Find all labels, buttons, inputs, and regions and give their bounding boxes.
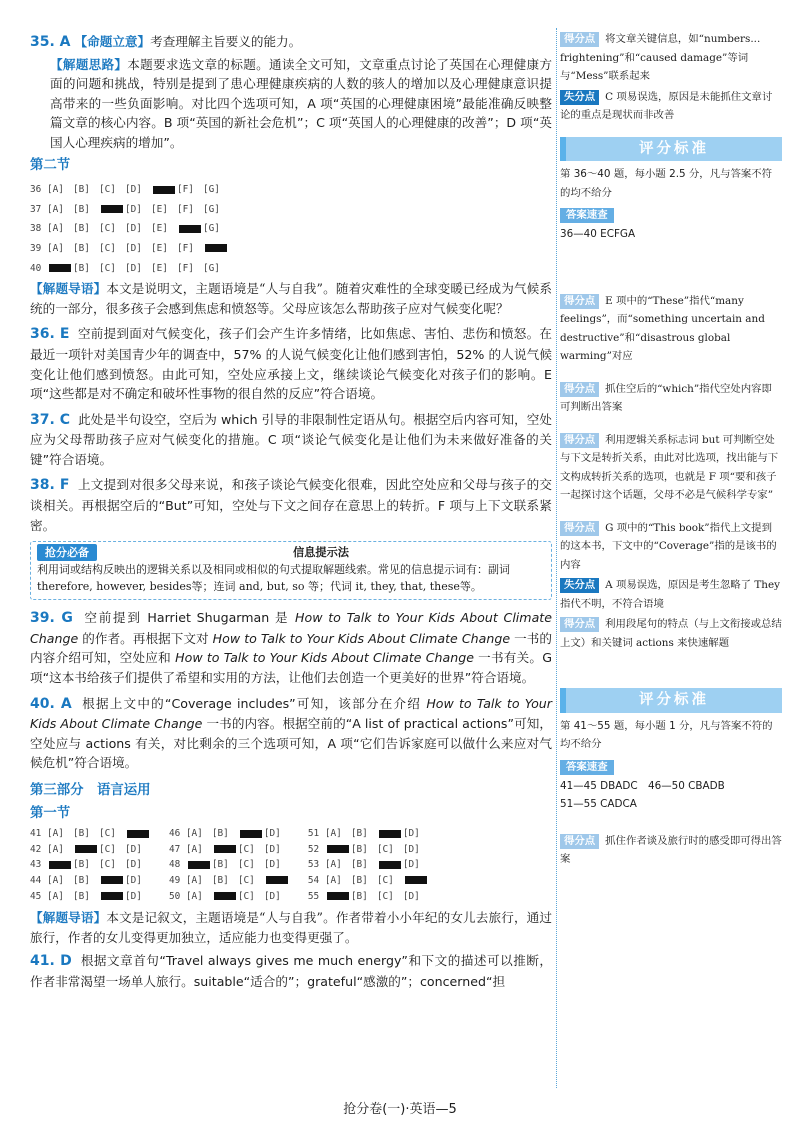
filled-bubble	[266, 876, 288, 884]
option-bubble: [A]	[46, 828, 64, 840]
option-bubble: [G]	[202, 262, 220, 274]
option-bubble: [B]	[350, 874, 368, 886]
answer-key-label-2: 答案速查	[560, 760, 614, 775]
answer-row-number: 38	[30, 223, 47, 235]
q40-text-2: 一书的内容。根据空前的“A list of practical actions”可知，空处应与 actions 有关，对比剩余的三个选项可知，A 项“它们告诉家庭可以做什么来应对气候危机”符合语境。	[30, 716, 552, 771]
filled-bubble	[240, 830, 262, 838]
option-bubble: [B]	[72, 262, 90, 274]
answer-key-2-line-2: 51—55 CADCA	[560, 798, 637, 810]
option-bubble: [B]	[350, 828, 368, 840]
q39-text-1: 空前提到 Harriet Shugarman 是	[84, 610, 296, 626]
scoring-text-1: 第 36～40 题，每小题 2.5 分，凡与答案不符的均不给分	[560, 168, 773, 199]
guide-2-tag: 【解题导语】	[30, 910, 107, 926]
answer-row-number: 37	[30, 203, 47, 215]
option-bubble: [B]	[211, 874, 229, 886]
answer-row-43	[30, 857, 151, 873]
side-column	[560, 30, 782, 871]
filled-bubble	[179, 225, 201, 233]
answer-row-38	[30, 223, 229, 234]
option-bubble: [A]	[46, 890, 64, 902]
option-bubble: [D]	[263, 843, 281, 855]
filled-bubble	[205, 244, 227, 252]
answer-row-39	[30, 243, 229, 254]
q35-tag-analysis: 【解题思路】	[50, 56, 128, 72]
option-bubble: [B]	[72, 223, 90, 235]
option-bubble: [A]	[185, 890, 203, 902]
option-bubble: [F]	[176, 184, 194, 196]
side-note-39b	[560, 576, 782, 613]
option-bubble: [A]	[46, 242, 64, 254]
scoring-banner-1: 评分标准	[560, 137, 782, 162]
option-bubble: [A]	[324, 859, 342, 871]
answer-row-47	[169, 842, 290, 858]
option-bubble: [C]	[237, 859, 255, 871]
option-bubble: [G]	[202, 223, 220, 235]
answer-row-number: 42	[30, 843, 47, 855]
q40-book-title-2: Your Kids About Climate Change	[30, 695, 552, 732]
option-bubble: [D]	[263, 890, 281, 902]
part-3-subtitle: 第一节	[30, 805, 71, 821]
answer-key-1: 36—40 ECFGA	[560, 228, 636, 240]
filled-bubble	[49, 861, 71, 869]
side-note-39b-text: A 项易误选，原因是考生忽略了 They 指代不明，不符合语境	[560, 579, 780, 610]
option-bubble: [D]	[402, 890, 420, 902]
scoring-banner-2: 评分标准	[560, 688, 782, 713]
filled-bubble	[75, 845, 97, 853]
option-bubble: [D]	[124, 242, 142, 254]
answer-row-54	[308, 873, 429, 889]
answer-row-number: 39	[30, 242, 47, 254]
filled-bubble	[405, 876, 427, 884]
option-bubble: [C]	[376, 843, 394, 855]
filled-bubble	[214, 892, 236, 900]
answer-row-number: 54	[307, 874, 325, 886]
option-bubble: [A]	[324, 828, 342, 840]
tip-title: 信息提示法	[293, 546, 349, 560]
side-note-41-text: 抓住作者谈及旅行时的感受即可得出答案	[560, 834, 782, 865]
option-bubble: [A]	[46, 203, 64, 215]
side-note-39a-label: 得分点	[560, 521, 599, 536]
q40-block	[30, 694, 552, 773]
option-bubble: [C]	[376, 890, 394, 902]
q41-text: 根据文章首句“Travel always gives me much energy”和下文的描述可以推断，作者非常渴望一场单人旅行。suitable“适合的”；grateful“感激的”；concerned“担	[30, 953, 553, 989]
option-bubble: [A]	[185, 874, 203, 886]
side-note-35a	[560, 30, 782, 86]
q39-number: 39. G	[30, 610, 73, 627]
answer-row-number: 41	[30, 828, 47, 840]
answer-row-51	[308, 826, 429, 842]
q38-text: 上文提到对很多父母来说，和孩子谈论气候变化很难，因此空处应和父母与孩子的交谈相关。再根据空后的“But”可知，空处与下文之间存在意思上的转折。F 项与上下文联系紧密。	[30, 477, 552, 533]
q36-block	[30, 324, 552, 403]
column-separator	[556, 28, 557, 1088]
answer-row-number: 45	[30, 890, 47, 902]
side-note-35b	[560, 88, 782, 125]
side-note-38-text: 利用逻辑关系标志词 but 可判断空处与下文是转折关系，由此对比选项，找出能与下文构成转折关系的选项，也就是 F 项“要和孩子一起探讨这个话题，父母不必是气候科学专家”	[560, 433, 779, 501]
side-note-35b-label: 失分点	[560, 90, 599, 105]
filled-bubble	[379, 830, 401, 838]
side-note-35a-text: 将文章关键信息，如“numbers... frightening”和“caused damage”等词与“Mess”联系起来	[560, 33, 761, 82]
answer-row-46	[169, 826, 290, 842]
q39-text-2: 的作者。再根据下文对	[78, 630, 213, 646]
option-bubble: [F]	[176, 203, 194, 215]
answer-row-50	[169, 889, 290, 905]
option-bubble: [D]	[402, 828, 420, 840]
option-bubble: [E]	[150, 242, 168, 254]
option-bubble: [D]	[402, 843, 420, 855]
filled-bubble	[327, 845, 349, 853]
side-note-40-label: 得分点	[560, 617, 599, 632]
answer-row-52	[308, 842, 429, 858]
side-note-35a-label: 得分点	[560, 32, 599, 47]
side-note-40	[560, 615, 782, 652]
answer-row-number: 43	[30, 859, 47, 871]
tip-text: 利用词或结构反映出的逻辑关系以及相同或相似的句式提取解题线索。常见的信息提示词有：副词 therefore, however, besides等；连词 and, but, so 等；代词 it, they, that, these等。	[37, 563, 510, 594]
q40-text-1: 根据上文中的“Coverage includes”可知，该部分在介绍	[82, 695, 427, 711]
filled-bubble	[327, 892, 349, 900]
answer-row-number: 40	[30, 262, 47, 274]
answer-row-number: 50	[168, 890, 186, 902]
option-bubble: [G]	[202, 184, 220, 196]
side-note-35b-text: C 项易误选，原因是未能抓住文章讨论的重点是现状而非改善	[560, 90, 773, 121]
guide-2	[30, 908, 552, 947]
q35-intent-text: 考查理解主旨要义的能力。	[150, 34, 302, 49]
option-bubble: [C]	[98, 843, 116, 855]
q40-number: 40. A	[30, 695, 72, 712]
q37-block	[30, 410, 552, 470]
option-bubble: [D]	[263, 859, 281, 871]
option-bubble: [B]	[350, 890, 368, 902]
answer-row-45	[30, 889, 151, 905]
q35-analysis	[30, 55, 552, 153]
side-note-36-label: 得分点	[560, 294, 599, 309]
option-bubble: [D]	[402, 859, 420, 871]
q35-block	[30, 32, 552, 53]
filled-bubble	[101, 892, 123, 900]
option-bubble: [F]	[176, 262, 194, 274]
guide-2-text: 本文是记叙文，主题语境是“人与自我”。作者带着小小年纪的女儿去旅行，通过旅行，作者的女儿变得更加独立，适应能力也变得更强了。	[30, 910, 552, 945]
q40-book-title-1: How to Talk to	[426, 695, 520, 711]
option-bubble: [A]	[46, 874, 64, 886]
option-bubble: [B]	[72, 828, 90, 840]
filled-bubble	[214, 845, 236, 853]
option-bubble: [D]	[124, 203, 142, 215]
side-note-37-text: 抓住空后的“which”指代空处内容即可判断出答案	[560, 382, 772, 413]
option-bubble: [D]	[124, 874, 142, 886]
answer-row-number: 36	[30, 184, 47, 196]
q41-number: 41. D	[30, 953, 72, 970]
option-bubble: [F]	[176, 242, 194, 254]
q38-block	[30, 475, 552, 535]
option-bubble: [C]	[98, 859, 116, 871]
answer-row-number: 53	[307, 859, 325, 871]
q38-number: 38. F	[30, 477, 70, 494]
option-bubble: [A]	[185, 828, 203, 840]
answer-row-number: 46	[168, 828, 186, 840]
option-bubble: [D]	[124, 859, 142, 871]
guide-1-tag: 【解题导语】	[30, 281, 107, 297]
side-note-38	[560, 431, 782, 505]
answer-row-number: 48	[168, 859, 186, 871]
option-bubble: [A]	[46, 223, 64, 235]
scoring-text-2: 第 41～55 题，每小题 1 分，凡与答案不符的均不给分	[560, 719, 773, 750]
side-note-40-text: 利用段尾句的特点（与上文衔接或总结上文）和关键词 actions 来快速解题	[560, 618, 782, 649]
filled-bubble	[101, 205, 123, 213]
answer-row-41	[30, 826, 151, 842]
option-bubble: [B]	[72, 203, 90, 215]
filled-bubble	[101, 876, 123, 884]
answer-row-49	[169, 873, 290, 889]
answer-row-37	[30, 204, 229, 215]
option-bubble: [B]	[211, 859, 229, 871]
side-note-41	[560, 832, 782, 869]
q35-tag-intent: 【命题立意】	[74, 34, 151, 49]
option-bubble: [D]	[124, 223, 142, 235]
option-bubble: [A]	[185, 843, 203, 855]
filled-bubble	[188, 861, 210, 869]
option-bubble: [C]	[237, 874, 255, 886]
filled-bubble	[127, 830, 149, 838]
option-bubble: [B]	[72, 890, 90, 902]
answer-row-40	[30, 263, 229, 274]
q36-number: 36. E	[30, 326, 70, 343]
q35-number: 35. A	[30, 34, 71, 50]
option-bubble: [E]	[150, 262, 168, 274]
option-bubble: [D]	[124, 890, 142, 902]
main-column	[30, 32, 552, 994]
tip-badge: 抢分必备	[37, 544, 97, 561]
option-bubble: [G]	[202, 203, 220, 215]
option-bubble: [A]	[46, 843, 64, 855]
answer-row-number: 51	[307, 828, 325, 840]
option-bubble: [B]	[211, 828, 229, 840]
option-bubble: [B]	[350, 859, 368, 871]
answer-row-55	[308, 889, 429, 905]
option-bubble: [C]	[237, 843, 255, 855]
side-note-37-label: 得分点	[560, 382, 599, 397]
answer-row-number: 52	[307, 843, 325, 855]
answer-sheet-41-55	[30, 826, 552, 904]
option-bubble: [B]	[72, 874, 90, 886]
option-bubble: [C]	[98, 828, 116, 840]
side-note-37	[560, 380, 782, 417]
answer-key-label-1: 答案速查	[560, 208, 614, 223]
option-bubble: [D]	[263, 828, 281, 840]
option-bubble: [E]	[150, 223, 168, 235]
answer-row-42	[30, 842, 151, 858]
page-footer: 抢分卷(一)·英语—5	[343, 1102, 457, 1117]
side-note-41-label: 得分点	[560, 834, 599, 849]
tip-box	[30, 541, 552, 600]
answer-row-53	[308, 857, 429, 873]
part-3-title: 第三部分 语言运用	[30, 783, 151, 798]
section-2-title: 第二节	[30, 157, 71, 173]
answer-sheet-36-40	[30, 178, 552, 276]
guide-1-text: 本文是说明文，主题语境是“人与自我”。随着灾难性的全球变暖已经成为气候系统的一部分，很多孩子会感到焦虑和愤怒等。父母应该怎么帮助孩子应对气候变化呢？	[30, 281, 552, 316]
option-bubble: [C]	[237, 890, 255, 902]
q39-text-3: 一书的内容介绍可知，空处应和	[30, 630, 552, 666]
side-note-38-label: 得分点	[560, 433, 599, 448]
option-bubble: [C]	[98, 242, 116, 254]
side-note-36	[560, 292, 782, 366]
option-bubble: [C]	[98, 262, 116, 274]
side-note-39b-label: 失分点	[560, 578, 599, 593]
side-note-36-text: E 项中的“These”指代“many feelings”，而“something uncertain and destructive”和“disastrous global warming”对应	[560, 294, 765, 362]
answer-row-number: 47	[168, 843, 186, 855]
answer-key-2-line-1: 41—45 DBADC 46—50 CBADB	[560, 779, 725, 792]
q39-text-4: 一书有关。G 项“这本书给孩子们提供了希望和实用的方法，让他们去创造一个更美好的世界”符合语境。	[30, 650, 552, 686]
option-bubble: [A]	[324, 874, 342, 886]
q36-text: 空前提到面对气候变化，孩子们会产生许多情绪，比如焦虑、害怕、悲伤和愤怒。在最近一项针对美国青少年的调查中，57% 的人说气候变化让他们感到害怕，52% 的人说气候变化让他们感到愤怒。由此可知，空处应承接上文，继续谈论气候变化对孩子们的影响。E 项“这些都是对不确定和破坏性事物的很自然的反应”符合语境。	[30, 326, 552, 402]
q35-analysis-text: 本题要求选文章的标题。通读全文可知，文章重点讨论了英国在心理健康方面的问题和挑战，特别是提到了患心理健康疾病的人数的骇人的增加以及心理健康意识提高带来的一些负面影响。对比四个选项可知，A 项“英国的心理健康困境”最能准确反映整篇文章的核心内容。B 项“英国的新社会危机”；C 项“英国人的心理健康的改善”；D 项“英国人心理疾病的增加”。	[50, 56, 553, 150]
option-bubble: [D]	[124, 262, 142, 274]
option-bubble: [E]	[150, 203, 168, 215]
q41-block	[30, 951, 552, 991]
answer-row-44	[30, 873, 151, 889]
answer-row-36	[30, 184, 229, 195]
filled-bubble	[379, 861, 401, 869]
option-bubble: [C]	[98, 184, 116, 196]
answer-row-number: 44	[30, 874, 47, 886]
q39-book-title-1: How to Talk to Your Kids About Climate Change	[30, 610, 552, 646]
option-bubble: [C]	[98, 223, 116, 235]
answer-row-number: 55	[307, 890, 325, 902]
q37-text: 此处是半句设空，空后为 which 引导的非限制性定语从句。根据空后内容可知，空处应为父母帮助孩子应对气候变化的措施。C 项“谈论气候变化是让他们为未来做好准备的关键”符合语境。	[30, 411, 552, 467]
option-bubble: [D]	[124, 843, 142, 855]
option-bubble: [B]	[72, 242, 90, 254]
side-note-39a-text: G 项中的“This book”指代上文提到的这本书，下文中的“Coverage”指的是该书的内容	[560, 521, 777, 571]
option-bubble: [C]	[376, 874, 394, 886]
answer-row-number: 49	[168, 874, 186, 886]
option-bubble: [D]	[124, 184, 142, 196]
option-bubble: [B]	[350, 843, 368, 855]
q39-book-title-3: How to Talk to Your Kids About Climate Change	[175, 650, 474, 666]
filled-bubble	[153, 186, 175, 194]
filled-bubble	[49, 264, 71, 272]
guide-1	[30, 279, 552, 318]
q39-book-title-2: How to Talk to Your Kids About Climate Change	[212, 630, 511, 646]
answer-row-48	[169, 857, 290, 873]
q39-block	[30, 608, 552, 687]
option-bubble: [B]	[72, 184, 90, 196]
side-note-39a	[560, 519, 782, 575]
option-bubble: [B]	[72, 859, 90, 871]
option-bubble: [A]	[46, 184, 64, 196]
q37-number: 37. C	[30, 411, 70, 428]
